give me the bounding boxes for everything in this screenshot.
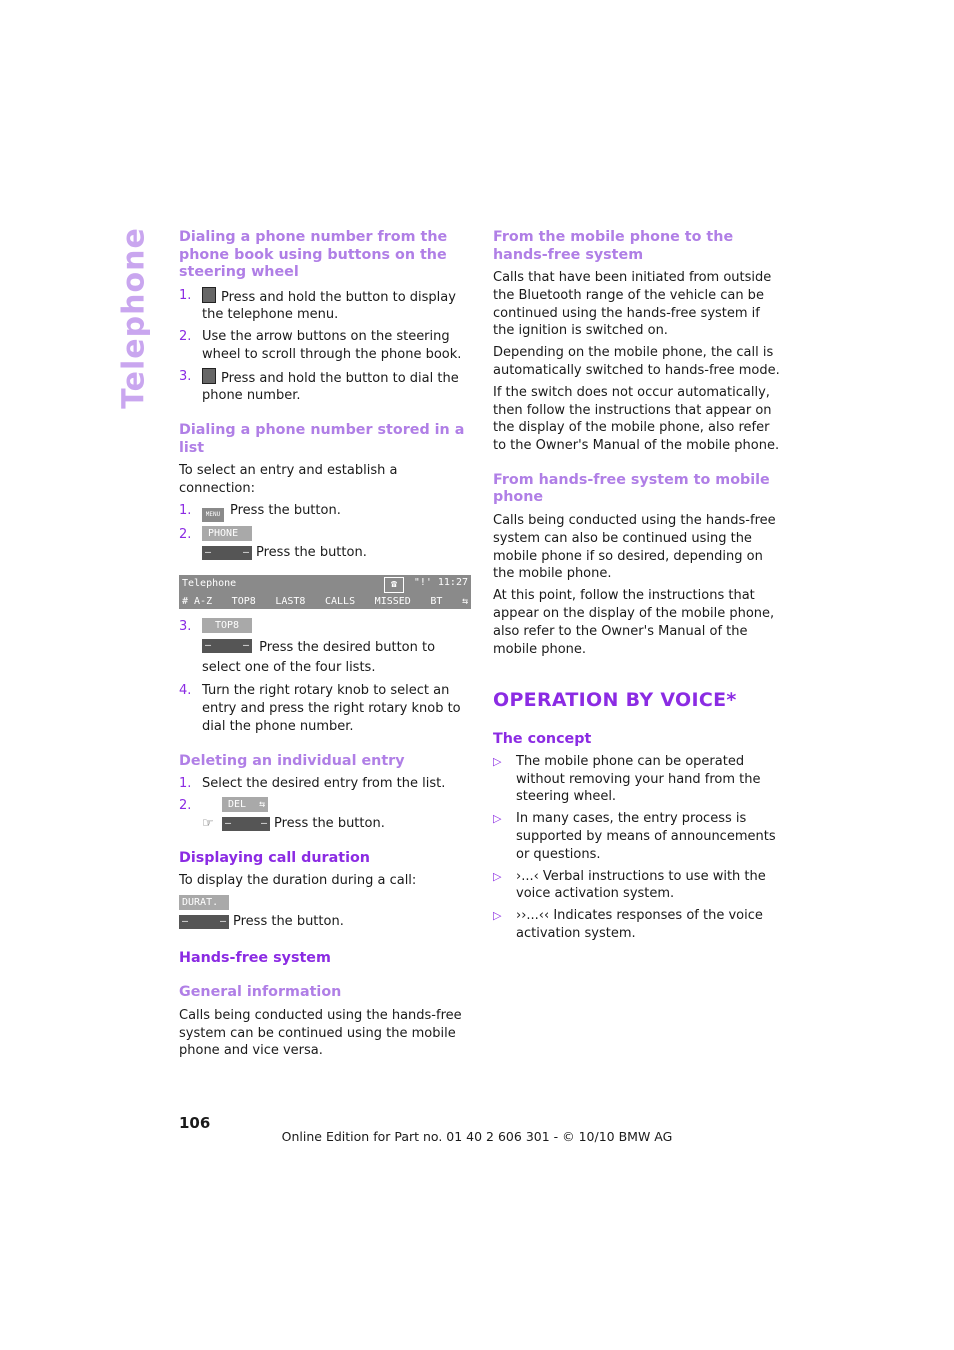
- phone-softkey-label: PHONE: [202, 526, 252, 541]
- heading-hands-free: Hands-free system: [179, 949, 331, 966]
- section-title-voice: OPERATION BY VOICE*: [493, 689, 737, 712]
- list-item: 1. MENU Press the button.: [179, 502, 471, 522]
- tab-missed[interactable]: MISSED: [374, 595, 411, 607]
- switch-icon: ⇆: [258, 798, 265, 810]
- list-item: ▷ ›...‹ Verbal instructions to use with the voice activation system.: [493, 868, 766, 902]
- list-item: 1. Select the desired entry from the list.: [179, 776, 446, 792]
- pointing-hand-icon: ☞: [202, 816, 214, 832]
- dial-list-intro: To select an entry and establish a connection:: [179, 463, 398, 497]
- chapter-tab-label: Telephone: [116, 226, 152, 409]
- bullet-triangle-icon: ▷: [493, 812, 502, 826]
- list-item: 2. Use the arrow buttons on the steering wheel to scroll through the phone book.: [179, 329, 462, 362]
- phone-button-icon: [202, 368, 216, 384]
- list-item: ▷ In many cases, the entry process is supported by means of announcements or questions.: [493, 811, 776, 862]
- display-tabs: [179, 596, 471, 607]
- handset-icon: ☎: [384, 577, 404, 593]
- general-info-text: Calls being conducted using the hands-free system can be continued using the mobile phone and vice versa.: [179, 1007, 462, 1059]
- tab-switch-icon[interactable]: ⇆: [461, 595, 468, 607]
- heading-dial-list: Dialing a phone number stored in a list: [179, 422, 465, 456]
- tab-last8[interactable]: LAST8: [275, 595, 306, 607]
- top8-softkey-label: TOP8: [202, 618, 252, 633]
- list-item: ▷ ››...‹‹ Indicates responses of the voice activation system.: [493, 908, 763, 942]
- heading-general-info: General information: [179, 984, 342, 1001]
- paragraph: Depending on the mobile phone, the call is automatically switched to hands-free mode.: [493, 345, 780, 378]
- menu-button-icon: MENU: [202, 508, 224, 522]
- list-item: 2. DEL ⇆ ☞ – – Press the button.: [179, 797, 385, 832]
- bullet-triangle-icon: ▷: [493, 869, 502, 883]
- list-item: 3. Press and hold the button to dial the phone number.: [179, 368, 459, 404]
- softkey-bar[interactable]: – –: [202, 639, 252, 653]
- heading-delete-entry: Deleting an individual entry: [179, 752, 405, 769]
- heading-handsfree-to-mobile: From hands-free system to mobile phone: [493, 471, 770, 506]
- bullet-triangle-icon: ▷: [493, 909, 502, 923]
- softkey-bar[interactable]: – –: [202, 546, 252, 560]
- bullet-triangle-icon: ▷: [493, 754, 502, 768]
- telephone-display: [179, 575, 471, 609]
- tab-top8[interactable]: TOP8: [231, 595, 256, 607]
- list-item: ▷ The mobile phone can be operated without removing your hand from the steering wheel.: [493, 753, 761, 805]
- duration-intro: To display the duration during a call:: [179, 873, 417, 889]
- tab-bt[interactable]: BT: [430, 595, 443, 607]
- heading-mobile-to-handsfree: From the mobile phone to the hands-free system: [493, 229, 734, 263]
- right-column: [493, 229, 785, 943]
- del-softkey-label: DEL ⇆: [222, 797, 268, 812]
- paragraph: Calls that have been initiated from outside the Bluetooth range of the vehicle can be continued using the hands-free system if the ignition is switched on.: [493, 270, 772, 339]
- paragraph: At this point, follow the instructions that appear on the display of the mobile phone, also refer to the Owner's Manual of the mobile phone.: [493, 588, 775, 657]
- paragraph: Calls being conducted using the hands-free system can also be continued using the mobile phone if so desired, depending on the mobile phone.: [493, 512, 776, 582]
- durat-softkey-label: DURAT.: [179, 895, 229, 910]
- edition-note: Online Edition for Part no. 01 40 2 606 301 - © 10/10 BMW AG: [281, 1129, 673, 1144]
- list-item: 1. Press and hold the button to display the telephone menu.: [179, 287, 456, 323]
- page-number: 106: [179, 1114, 211, 1132]
- heading-call-duration: Displaying call duration: [179, 849, 370, 866]
- list-item: 3. TOP8 – – Press the desired button to select one of the four lists.: [179, 618, 436, 676]
- list-item: 2. PHONE – – Press the button.: [179, 526, 367, 560]
- heading-dial-phone-book: Dialing a phone number from the phone book using buttons on the steering wheel: [179, 229, 448, 280]
- chapter-tab: [112, 226, 156, 409]
- list-item: 4. Turn the right rotary knob to select an entry and press the right rotary knob to dial the phone number.: [179, 683, 461, 734]
- softkey-bar[interactable]: – –: [179, 915, 229, 929]
- tab-az[interactable]: # A-Z: [182, 595, 213, 607]
- tab-calls[interactable]: CALLS: [325, 595, 356, 607]
- paragraph: If the switch does not occur automatically, then follow the instructions that appear on the display of the mobile phone, also refer to the Owner's Manual of the mobile phone.: [493, 384, 780, 454]
- phone-button-icon: [202, 287, 216, 303]
- heading-concept: The concept: [493, 731, 592, 748]
- display-status: "!' 11:27: [413, 576, 468, 588]
- left-column: Dialing a phone number from the phone book using buttons on the steering wheel 1. Press and hold the button to display the telephone menu. 2. Use the arrow buttons on the steering wheel to scroll through the phone book. 3. Press and hold the button to dial the phone number. Dialing a phone number stored in a list To select an entry and establish a connection: 1. MENU Press the button. 2. PHONE – – Press the button. Telephone ☎ "!' 11:27 # A-Z TOP8 LAST8 CALLS MISSED BT ⇆ 3. TOP8 – – Press the desired button to select one of the four lists. 4. Turn the right rotary knob to select an entry and press the right rotary knob to dial the phone number. Deleting an individual entry 1. Select the desired entry from the list. 2. DEL ⇆ ☞ – – Press the button. Displaying call duration To display the duration during a call: DURAT. – – Press the button. Hands-free system General information Calls being conducted using the hands-free system can be continued using the mobile phone and vice versa.: [179, 229, 471, 1060]
- display-title: Telephone: [182, 577, 237, 589]
- softkey-bar[interactable]: – –: [222, 817, 270, 831]
